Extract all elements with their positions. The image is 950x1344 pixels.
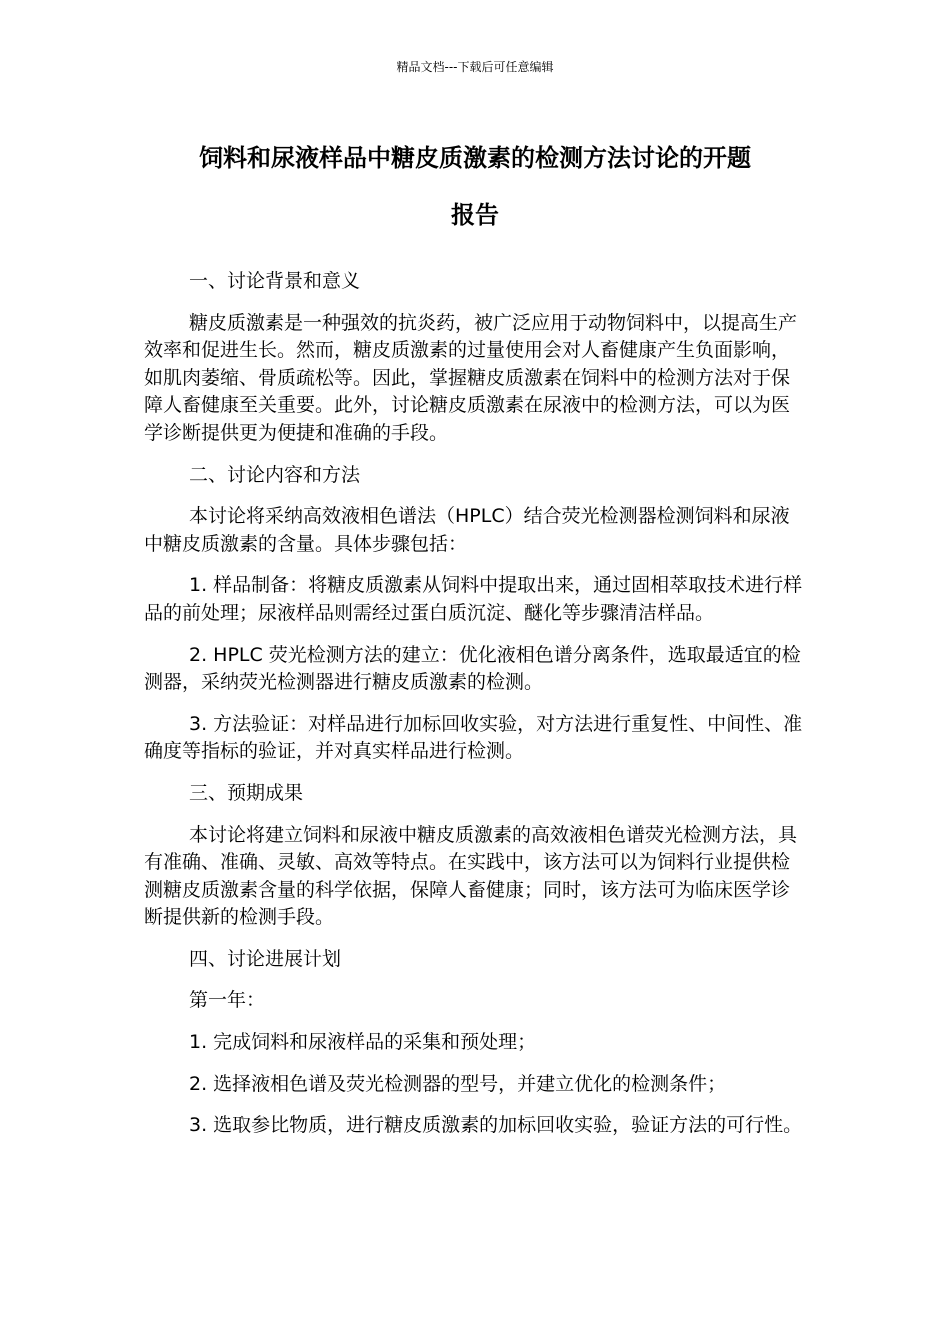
list-item-plan-3: 3. 选取参比物质，进行糖皮质激素的加标回收实验，验证方法的可行性。: [189, 1114, 803, 1137]
document-body: [144, 268, 806, 1154]
section-heading-background: 一、讨论背景和意义: [189, 270, 361, 292]
list-item-plan-2: 2. 选择液相色谱及荧光检测器的型号，并建立优化的检测条件；: [189, 1072, 727, 1095]
list-item-step-2: 2. HPLC 荧光检测方法的建立：优化液相色谱分离条件，选取最适宜的检测器，采纳荧光检测器进行糖皮质激素的检测。: [144, 643, 801, 694]
section-heading-expected-results: 三、预期成果: [189, 781, 304, 804]
page-header-note: 精品文档---下载后可任意编辑: [396, 60, 554, 74]
document-title-line-2: 报告: [451, 201, 499, 229]
list-item-step-3: 3. 方法验证：对样品进行加标回收实验，对方法进行重复性、中间性、准确度等指标的验证，并对真实样品进行检测。: [144, 712, 803, 763]
list-item-step-1: 1. 样品制备：将糖皮质激素从饲料中提取出来，通过固相萃取技术进行样品的前处理；尿液样品则需经过蛋白质沉淀、醚化等步骤清洁样品。: [144, 574, 803, 624]
document-title-line-1: 饲料和尿液样品中糖皮质激素的检测方法讨论的开题: [199, 144, 751, 172]
paragraph-methods-intro: 本讨论将采纳高效液相色谱法（HPLC）结合荧光检测器检测饲料和尿液中糖皮质激素的含量。具体步骤包括：: [144, 505, 790, 555]
section-heading-content-methods: 二、讨论内容和方法: [189, 463, 361, 486]
plan-year-label: 第一年：: [189, 989, 266, 1012]
paragraph-expected-results: 本讨论将建立饲料和尿液中糖皮质激素的高效液相色谱荧光检测方法，具有准确、准确、灵敏、高效等特点。在实践中，该方法可以为饲料行业提供检测糖皮质激素含量的科学依据，保障人畜健康；同时，该方法可为临床医学诊断提供新的检测手段。: [144, 823, 798, 929]
paragraph-background: 糖皮质激素是一种强效的抗炎药，被广泛应用于动物饲料中，以提高生产效率和促进生长。然而，糖皮质激素的过量使用会对人畜健康产生负面影响，如肌肉萎缩、骨质疏松等。因此，掌握糖皮质激素在饲料中的检测方法对于保障人畜健康至关重要。此外，讨论糖皮质激素在尿液中的检测方法，可以为医学诊断提供更为便捷和准确的手段。: [144, 311, 798, 444]
section-heading-plan: 四、讨论进展计划: [189, 947, 342, 970]
list-item-plan-1: 1. 完成饲料和尿液样品的采集和预处理；: [189, 1031, 537, 1054]
